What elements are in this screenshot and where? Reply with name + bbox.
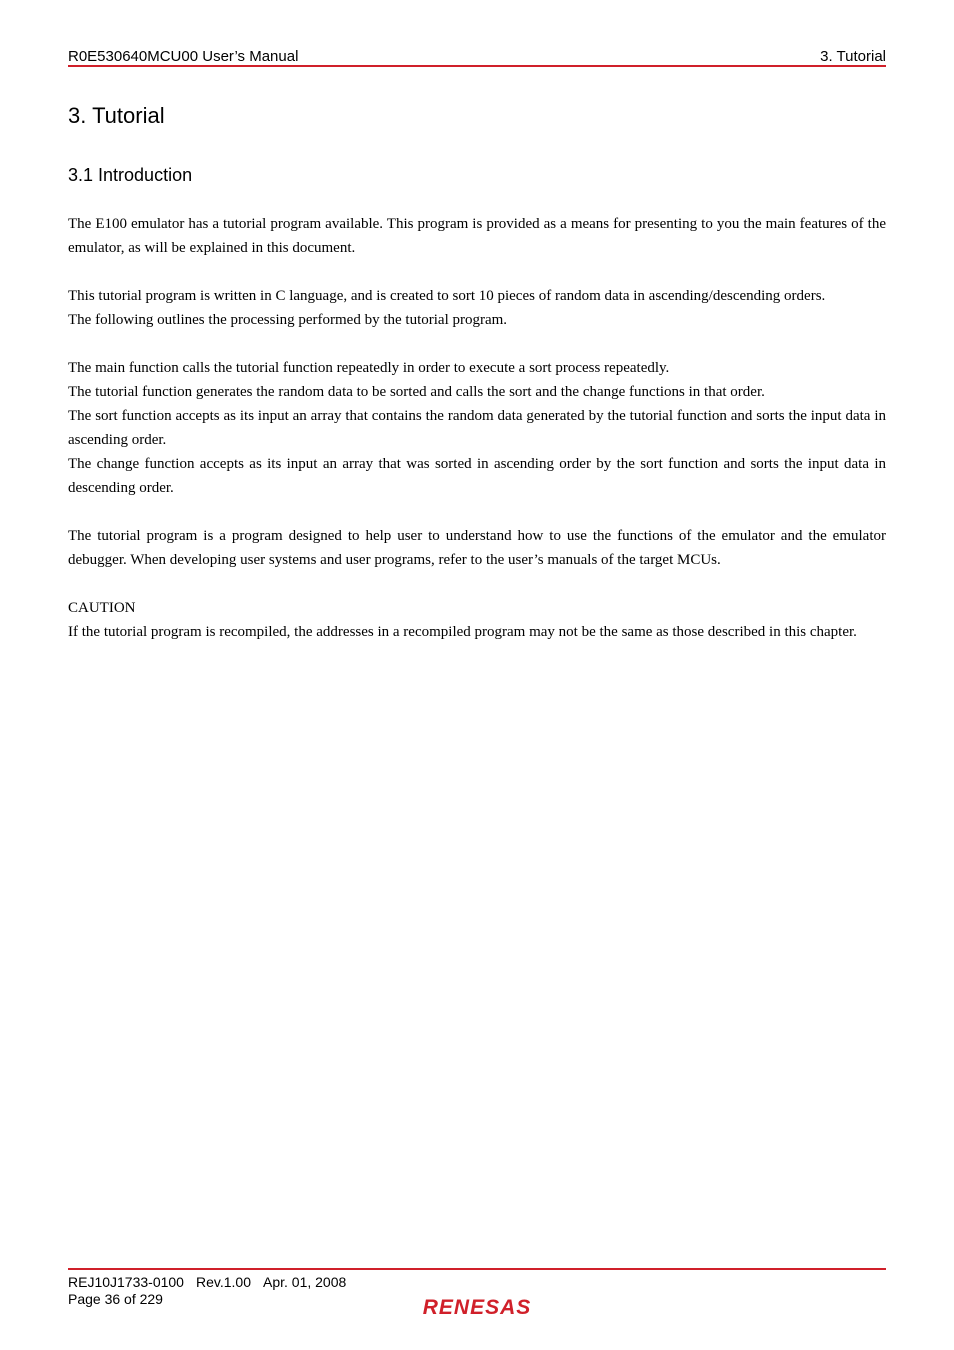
page-footer	[68, 1274, 346, 1308]
logo-text: RENESAS	[422, 1296, 532, 1319]
paragraph-change-function: The change function accepts as its input an array that was sorted in ascending order by the sort function and sorts the input data in descending order.	[68, 456, 886, 496]
paragraph-outline: The following outlines the processing performed by the tutorial program.	[68, 312, 508, 328]
issue-date: Apr. 01, 2008	[262, 1274, 347, 1290]
footer-rule	[68, 1268, 886, 1270]
section-title: 3.1 Introduction	[68, 165, 193, 185]
renesas-logo	[402, 1292, 552, 1320]
revision: Rev.1.00	[195, 1274, 251, 1290]
chapter-reference: 3. Tutorial	[820, 48, 886, 65]
paragraph-language: This tutorial program is written in C language, and is created to sort 10 pieces of random data in ascending/descending orders.	[68, 288, 826, 304]
caution-text: If the tutorial program is recompiled, the addresses in a recompiled program may not be the same as those described in this chapter.	[68, 624, 857, 640]
manual-title: R0E530640MCU00 User’s Manual	[68, 48, 299, 65]
page-number: Page 36 of 229	[68, 1291, 163, 1307]
paragraph-main-function: The main function calls the tutorial function repeatedly in order to execute a sort process repeatedly.	[68, 360, 670, 376]
page-header	[68, 46, 886, 66]
caution-label: CAUTION	[68, 600, 136, 616]
chapter-title: 3. Tutorial	[68, 103, 165, 128]
paragraph-intro: The E100 emulator has a tutorial program available. This program is provided as a means for presenting to you the main features of the emulator, as will be explained in this document.	[68, 216, 886, 256]
paragraph-sort-function: The sort function accepts as its input an array that contains the random data generated by the tutorial function and sorts the input data in ascending order.	[68, 408, 886, 448]
paragraph-purpose: The tutorial program is a program designed to help user to understand how to use the functions of the emulator and the emulator debugger. When developing user systems and user programs, refer to the user’s manuals of the target MCUs.	[68, 528, 886, 568]
header-rule	[68, 65, 886, 67]
doc-number: REJ10J1733-0100	[68, 1274, 184, 1290]
body-text	[68, 212, 886, 644]
footer-doc-line	[68, 1274, 346, 1291]
paragraph-tutorial-function: The tutorial function generates the random data to be sorted and calls the sort and the change functions in that order.	[68, 384, 765, 400]
